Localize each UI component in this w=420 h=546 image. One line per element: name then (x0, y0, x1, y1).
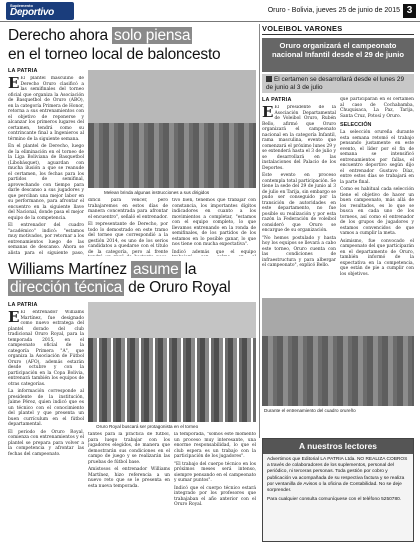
notice-text: Advertimos que Editorial LA PATRIA Ltda. NO REALIZA COBROS a través de colaboradores de los suplementos, personal del periódico, ni terceras personas. Toda gestión por cobro y publicación va acompañada de su respectiva factura y se realiza por ventanilla de Avisos o la oficina de Contabilidad. No se deje sorprender. (267, 457, 408, 494)
paragraph: El periodo de Oruro Royal, comienza con entrenamientos y el plantel se prepara para volver a la competencia y afrontar las fechas del campeonato. (8, 429, 84, 457)
paragraph: Amistosos el entrenador Williams Martínez, hizo referencia a un nuevo reto que se le presenta en esta nueva temporada. (88, 467, 170, 489)
article-column (88, 432, 170, 542)
paragraph: La selección orureña durante esta semana retomó el trabajo pensando justamente en este evento, el líder por el fin de semana se intensificó entrenamientos por fallas, el encuentro deportivo según dijo el entrenador Gustavo Díaz, entre estos días se trabajará en la parte final. (340, 130, 414, 185)
logo-supertitle: Suplemento (10, 3, 33, 8)
headline-highlight: solo piensa (114, 27, 191, 44)
paragraph (8, 310, 84, 387)
column-divider (259, 24, 260, 438)
article-column (262, 105, 336, 295)
page-header (0, 0, 420, 22)
dateline: Oruro - Bolivia, jueves 25 de junio de 2015 (267, 7, 400, 14)
article-column (172, 198, 256, 256)
paragraph-text: El plantel masculino de Derecho Oruro clasificó a las semifinales del torneo oficial que organiza la Asociación de Basquetbol de Oruro (ABO), en la categoría Primera de Honor, retorna a sus entrenamientos con el objetivo de reponerse y alcanzar los primeros lugares del certamen, tendrá como su contrincante final a Ingenieros al término de la siguiente semana. (8, 76, 84, 142)
paragraph: El entrenador del cuadro "académico" indicó: "estamos muy motivados, por retornar a los entrenamientos luego de las semanas de descanso. Ahora se alista para el siguiente paso, (8, 223, 84, 256)
paragraph-text: El presidente de la Asociación Departamental de Voleibol Oruro, Rubén Bello, afirmó que Oruro organizará el campeonato nacional en la categoría Infantil, rama masculina, evento que comenzará el próximo lunes 29 y se extenderá hasta el 3 de julio y se desarrollará en las instalaciones del Palacio de los Deportes. (262, 105, 336, 171)
paragraph: "No hemos postulado y hasta hoy los equipos se llevará a cabo este torneo, Oruro cuenta con las condiciones de infraestructura y para albergar el campeonato", explicó Bello. (262, 235, 336, 268)
headline-text: Williams Martínez (8, 261, 131, 278)
headline-text: en el torneo local de baloncesto (8, 46, 221, 63)
article-column (8, 76, 84, 256)
paragraph: tantes para la práctica de fútbol, para luego trabajar con los jugadores elegidos, de manera que demostrarán sus condiciones en el campo de juego y se realizarán las pruebas de fútbol base. (88, 432, 170, 465)
paragraph: La información corresponde al presidente de la institución, Jaime Pérez, quien indicó que es un técnico con el conocimiento del plantel y que presenta un buen currículum en el fútbol departamental. (8, 389, 84, 427)
headline-text: de Oruro Royal (124, 279, 231, 296)
notice-contact: Para cualquier consulta comuníquese con el teléfono 5250780. (267, 497, 402, 503)
paragraph: Asimismo, fue convocado el campeonato del que participarán en el departamento de Oruro, también informó de la expectativa en la competencia, que están de pie a cumplir con los objetivos. (340, 238, 414, 277)
page-number: 3 (403, 4, 416, 18)
paragraph (262, 105, 336, 171)
paragraph: tivo bien, tenemos que trabajar con constancia, los importantes dígitos indicadores en cuanto a los movimientos a completar, "estamos con el equipo completo, lo que llevamos entrenando en la ronda de semifinales, de los partidos de los estamos en lo posible ganar, lo que nos tiene con mucha expectativa". (172, 198, 256, 247)
byline: LA PATRIA (8, 302, 38, 308)
subheadline (262, 74, 414, 93)
reader-notice-box (262, 438, 414, 542)
bullet-square-icon (266, 76, 272, 82)
paragraph (8, 76, 84, 142)
headline-oruro-royal (8, 261, 260, 297)
drop-cap: E (262, 105, 274, 121)
paragraph: que participarán en el certamen al caso de Cochabamba, Chuquisaca, La Paz, Tarija, Santa Cruz, Potosí y Oruro. (340, 97, 414, 119)
section-kicker: SELECCIÓN (340, 122, 372, 128)
byline: LA PATRIA (8, 68, 38, 74)
headline-voleibol: Oruro organizará el campeonato nacional Infantil desde el 29 de junio (262, 38, 414, 72)
logo-title: Deportivo (10, 7, 54, 18)
notice-body (267, 457, 411, 503)
supplement-logo (6, 2, 74, 20)
paragraph: la temporada, "somos este momento un proceso muy interesante, una enorme responsabilidad, lo que el club espera es un trabajo con la participación de los jugadores". (174, 432, 256, 459)
subheadline-text: El certamen se desarrollará desde el lunes 29 de junio al 3 de julio (266, 76, 405, 91)
volleyball-training-photo (262, 298, 414, 406)
paragraph: difícil para vencer, pero trabajaremos en estos días de manera concentrada para afrontar el encuentro", señaló el entrenador. (88, 198, 168, 220)
headline-derecho (8, 26, 256, 64)
headline-highlight: asume (133, 261, 179, 278)
article-column (174, 432, 256, 542)
section-header: VOLEIBOL VARONES (262, 24, 414, 35)
paragraph-text: El entrenador Williams Martínez, fue designado como nuevo estratega del plantel dorado del club tradicional Oruro Royal, para la temporada 2015, en el campeonato oficial de la categoría Primera "A", que organiza la Asociación de Fútbol Oruro (AFO), además estarán desde octubre y con la participación en la Copa Bolivia, entrenará también los equipos de otras categorías. (8, 310, 84, 387)
drop-cap: E (8, 310, 20, 326)
photo-caption: Melean brinda algunas instrucciones a sus dirigidos (104, 190, 210, 195)
headline-text: la (180, 261, 197, 278)
headline-highlight: dirección técnica (10, 279, 123, 296)
photo-caption: Durante el entrenamiento del cuadro orureño (264, 408, 356, 413)
article-column (88, 198, 168, 256)
paragraph: Este evento en proceso contempla total participación. Se tiene la sede del 29 de junio al 3 de julio en Tarija, sin embargo se pudo ser conseguido por la transición de autoridades en este departamento, no fue posible su realización y por esta razón la Federación de voleibol consideró que Oruro se encargue de su organización. (262, 173, 336, 233)
team-photo (88, 302, 256, 422)
paragraph: Indicó además que el equipo (172, 249, 256, 255)
basketball-training-photo (88, 70, 256, 188)
article-column (340, 97, 414, 295)
paragraph: "El trabajo del cuerpo técnico en los próximos meses será intenso, siempre pensando en el campeonato y sumar puntos". (174, 461, 256, 483)
notice-title: A nuestros lectores (263, 439, 413, 454)
headline-text: Derecho ahora (8, 27, 113, 44)
byline: LA PATRIA (262, 97, 292, 103)
paragraph: Como es habitual cada selección tiene el objetivo de hacer un buen campeonato, más allá de los resultados, es lo que se busca en cada uno de los torneos, así como el entrenador de los grupos de jugadores y estamos convencidos de que vamos a cumplir la meta. (340, 187, 414, 236)
paragraph: Indicó que el cuerpo técnico estará integrado por los profesores que trabajaban el año anterior con el Oruro Royal. (174, 485, 256, 507)
drop-cap: E (8, 76, 20, 92)
photo-caption: Oruro Royal buscará ser protagonista en el torneo (96, 424, 199, 429)
article-column (8, 310, 84, 542)
paragraph: El representante de Derecho, por todo lo demostrado en este tramo del torneo que correspondió a la gestión 2014, es uno de los serios candidatos a quedarse con el título de la categoría, pero al frente (88, 222, 168, 255)
paragraph: En el plantel de Derecho, luego de la eliminación en el torneo de la Liga Boliviana de Basquetbol (Libobásquet), aguardan con mucha ilusión a que se reanude el certamen, los fechas para los partidos de semifinal, aprovechando con tiempo para darle descanso a sus jugadores y que perciban una mejor labor en su performance, para afrontar el encuentro en la siguiente llave del Nacional, donde pasa el mejor equipo de la competencia. (8, 144, 84, 221)
